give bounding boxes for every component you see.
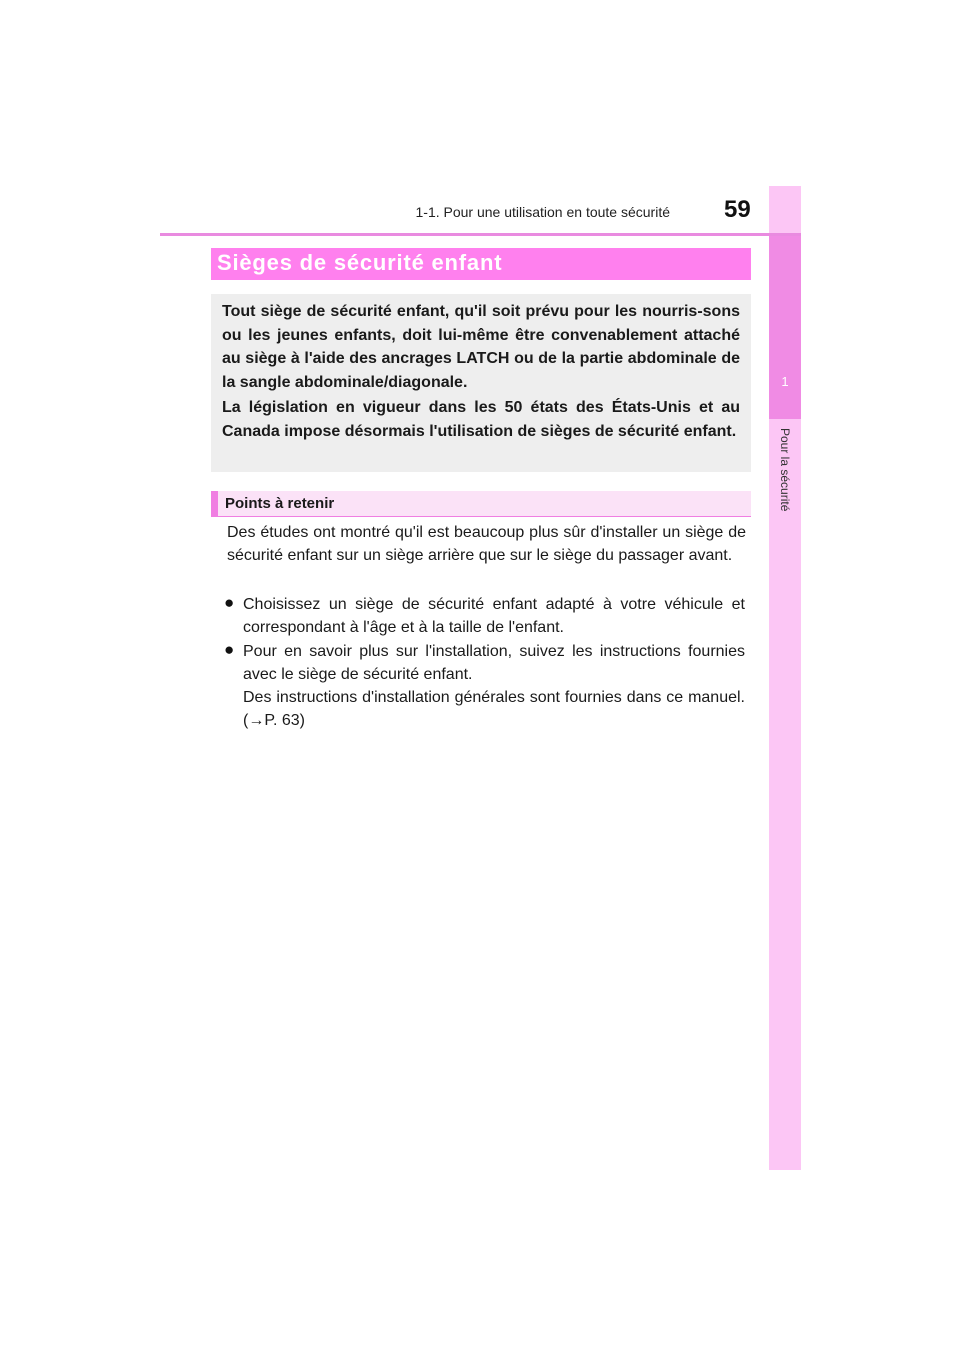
bullet-item-2: Pour en savoir plus sur l'installation, suivez les instructions fournies avec le siège de sécurité enfant. <box>243 643 745 684</box>
bullet-dot-icon: ● <box>224 640 235 659</box>
section-title: Sièges de sécurité enfant <box>217 250 503 275</box>
page-number: 59 <box>724 196 751 223</box>
bullet-item-1: Choisissez un siège de sécurité enfant adapté à votre véhicule et correspondant à l'âge et à la taille de l'enfant. <box>243 596 745 637</box>
subheading-accent <box>211 491 218 517</box>
bullet-item-2-continuation: Des instructions d'installation générales sont fournies dans ce manuel. (→P. 63) <box>243 689 745 730</box>
running-header-section: 1-1. Pour une utilisation en toute sécurité <box>415 204 670 220</box>
chapter-title: Pour la sécurité <box>778 428 792 512</box>
bullet-dot-icon: ● <box>224 593 235 612</box>
intro-paragraph-2: La législation en vigueur dans les 50 états des États-Unis et au Canada impose désormais l'utilisation de sièges de sécurité enfant. <box>222 399 740 440</box>
intro-paragraph-1: Tout siège de sécurité enfant, qu'il soit prévu pour les nourris-sons ou les jeunes enfants, doit lui-même être convenablement attaché au siège à l'aide des ancrages LATCH ou de la partie abdominale de la sangle abdominale/diagonale. <box>222 303 740 391</box>
chapter-number: 1 <box>781 374 789 389</box>
subheading-underline <box>211 516 751 517</box>
side-tab-active-chapter <box>769 236 801 419</box>
body-paragraph: Des études ont montré qu'il est beaucoup plus sûr d'installer un siège de sécurité enfant sur un siège arrière que sur le siège du passager avant. <box>227 524 746 565</box>
header-rule <box>160 233 801 236</box>
subheading: Points à retenir <box>225 495 335 512</box>
